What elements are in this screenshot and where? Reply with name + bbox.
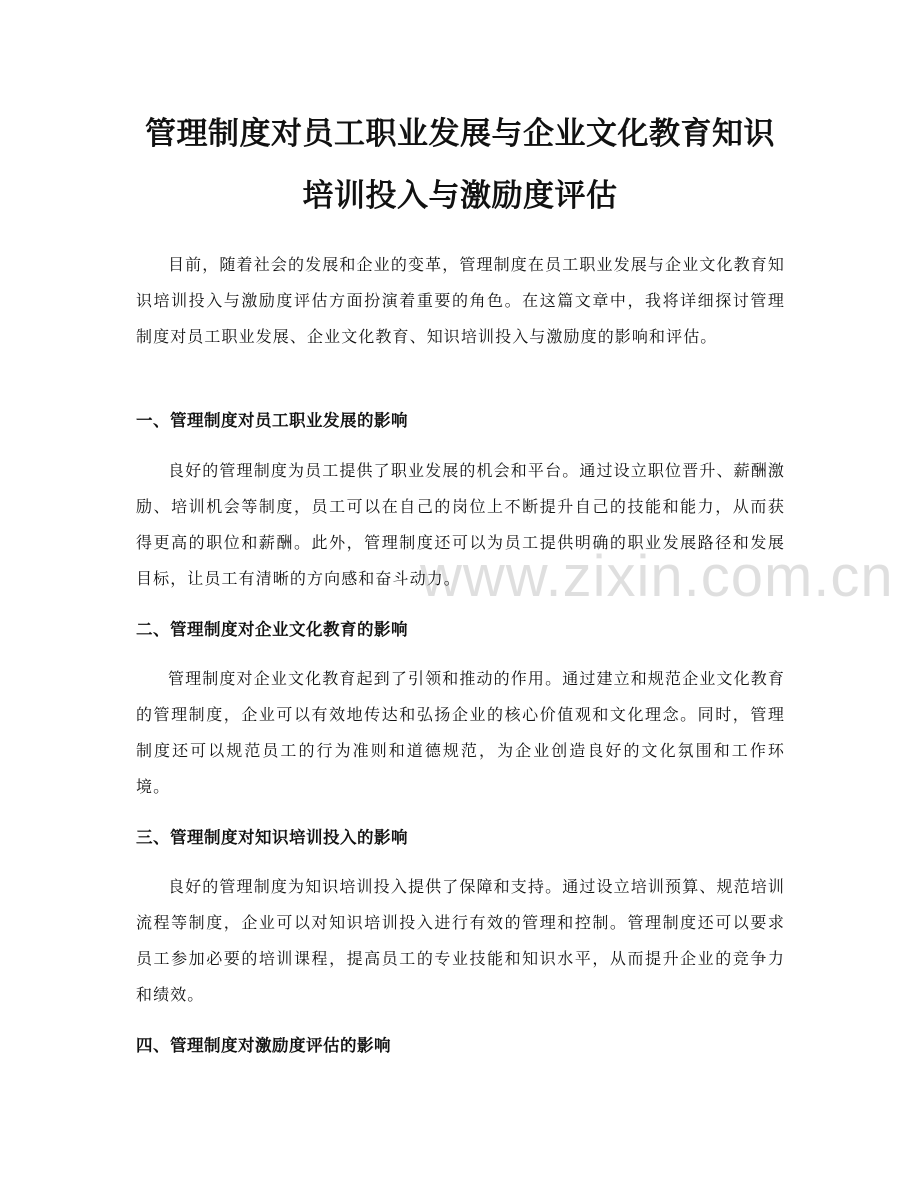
- section-heading-2: 二、管理制度对企业文化教育的影响: [136, 620, 408, 639]
- document-title: 管理制度对员工职业发展与企业文化教育知识培训投入与激励度评估: [145, 116, 775, 214]
- watermark: www.zixin.com.cn: [420, 544, 894, 609]
- section-body-1: 良好的管理制度为员工提供了职业发展的机会和平台。通过设立职位晋升、薪酬激励、培训机会等制度，员工可以在自己的岗位上不断提升自己的技能和能力，从而获得更高的职位和薪酬。此外，管理制度还可以为员工提供明确的职业发展路径和发展目标，让员工有清晰的方向感和奋斗动力。: [136, 461, 785, 588]
- intro-paragraph: 目前，随着社会的发展和企业的变革，管理制度在员工职业发展与企业文化教育知识培训投入与激励度评估方面扮演着重要的角色。在这篇文章中，我将详细探讨管理制度对员工职业发展、企业文化教育、知识培训投入与激励度的影响和评估。: [136, 255, 785, 346]
- section-body-3: 良好的管理制度为知识培训投入提供了保障和支持。通过设立培训预算、规范培训流程等制度，企业可以对知识培训投入进行有效的管理和控制。管理制度还可以要求员工参加必要的培训课程，提高员工的专业技能和知识水平，从而提升企业的竞争力和绩效。: [136, 877, 785, 1004]
- section-heading-4: 四、管理制度对激励度评估的影响: [136, 1036, 391, 1055]
- section-heading-1: 一、管理制度对员工职业发展的影响: [136, 411, 408, 430]
- section-heading-3: 三、管理制度对知识培训投入的影响: [136, 828, 408, 847]
- section-body-2: 管理制度对企业文化教育起到了引领和推动的作用。通过建立和规范企业文化教育的管理制度，企业可以有效地传达和弘扬企业的核心价值观和文化理念。同时，管理制度还可以规范员工的行为准则和道德规范，为企业创造良好的文化氛围和工作环境。: [136, 669, 785, 796]
